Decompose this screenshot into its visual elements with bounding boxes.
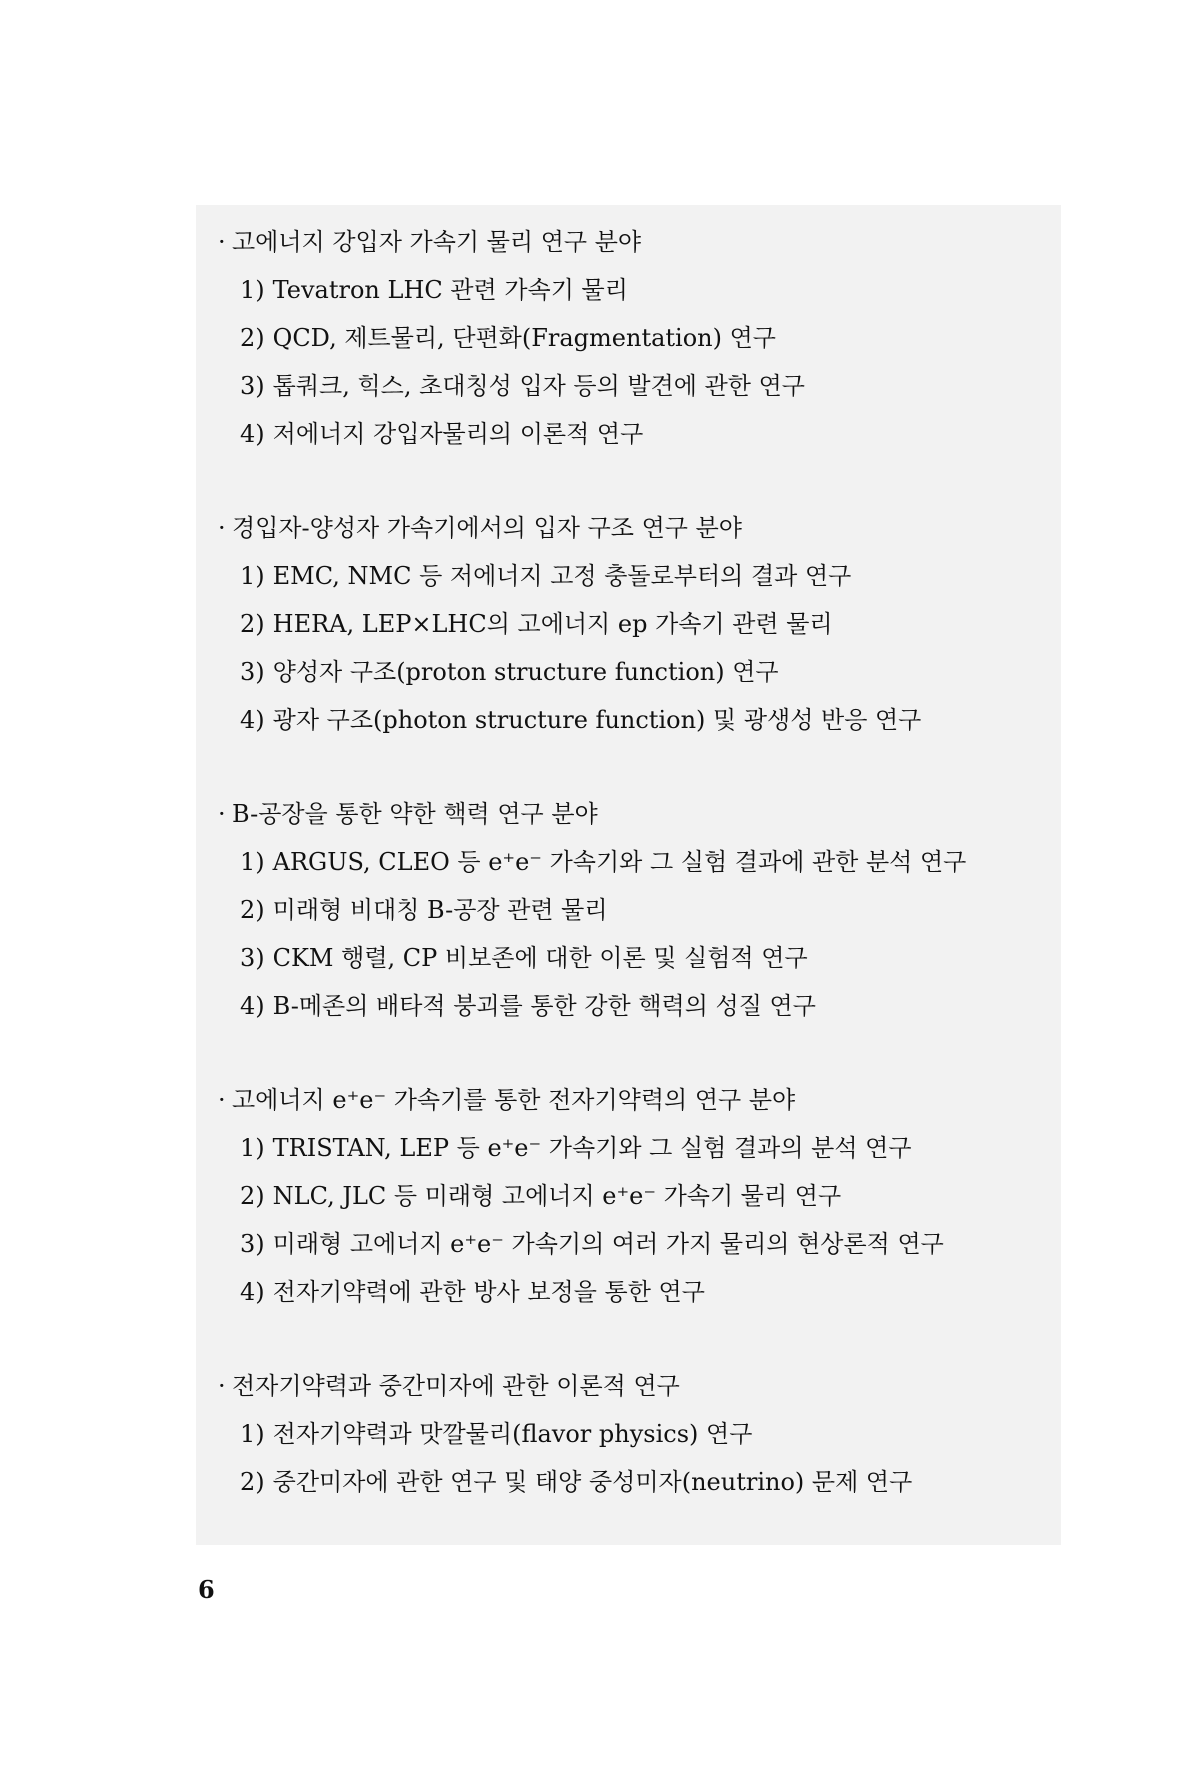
section-heading — [218, 1362, 1078, 1410]
item-text: 전자기약력에 관한 방사 보정을 통한 연구 — [272, 1278, 705, 1306]
item-number: 2) — [240, 896, 265, 924]
item-number: 3) — [240, 944, 265, 972]
item-number: 2) — [240, 324, 265, 352]
item-number: 4) — [240, 420, 265, 448]
list-item — [218, 934, 1078, 982]
item-text: Tevatron LHC 관련 가속기 물리 — [272, 276, 628, 304]
item-text: QCD, 제트물리, 단편화(Fragmentation) 연구 — [272, 324, 776, 352]
item-text: HERA, LEP×LHC의 고에너지 ep 가속기 관련 물리 — [272, 610, 833, 638]
list-item — [218, 982, 1078, 1030]
bullet-mark: · — [218, 514, 226, 542]
list-item — [218, 266, 1078, 314]
item-number: 4) — [240, 992, 265, 1020]
section-ee-collider — [218, 1076, 1078, 1316]
list-item — [218, 696, 1078, 744]
bullet-mark: · — [218, 1086, 226, 1114]
list-item — [218, 886, 1078, 934]
list-item — [218, 362, 1078, 410]
item-text: CKM 행렬, CP 비보존에 대한 이론 및 실험적 연구 — [272, 944, 808, 972]
heading-text: 고에너지 e⁺e⁻ 가속기를 통한 전자기약력의 연구 분야 — [232, 1086, 796, 1114]
item-number: 3) — [240, 658, 265, 686]
item-text: 미래형 비대칭 B-공장 관련 물리 — [272, 896, 608, 924]
item-text: 톱쿼크, 힉스, 초대칭성 입자 등의 발견에 관한 연구 — [272, 372, 805, 400]
item-text: 미래형 고에너지 e⁺e⁻ 가속기의 여러 가지 물리의 현상론적 연구 — [272, 1230, 944, 1258]
item-number: 1) — [240, 276, 265, 304]
list-item — [218, 1220, 1078, 1268]
item-number: 1) — [240, 848, 265, 876]
heading-text: 고에너지 강입자 가속기 물리 연구 분야 — [232, 228, 642, 256]
section-heading — [218, 504, 1078, 552]
item-number: 2) — [240, 1468, 265, 1496]
heading-text: 전자기약력과 중간미자에 관한 이론적 연구 — [232, 1372, 680, 1400]
item-number: 4) — [240, 706, 265, 734]
item-number: 2) — [240, 1182, 265, 1210]
list-item — [218, 838, 1078, 886]
item-text: 양성자 구조(proton structure function) 연구 — [272, 658, 779, 686]
list-item — [218, 410, 1078, 458]
bullet-mark: · — [218, 228, 226, 256]
item-text: 중간미자에 관한 연구 및 태양 중성미자(neutrino) 문제 연구 — [272, 1468, 913, 1496]
list-item — [218, 600, 1078, 648]
item-number: 1) — [240, 1134, 265, 1162]
item-number: 3) — [240, 1230, 265, 1258]
item-text: ARGUS, CLEO 등 e⁺e⁻ 가속기와 그 실험 결과에 관한 분석 연구 — [272, 848, 967, 876]
item-text: 광자 구조(photon structure function) 및 광생성 반응 연구 — [272, 706, 922, 734]
item-number: 1) — [240, 1420, 265, 1448]
list-item — [218, 648, 1078, 696]
item-text: 전자기약력과 맛깔물리(flavor physics) 연구 — [272, 1420, 753, 1448]
list-item — [218, 314, 1078, 362]
list-item — [218, 1268, 1078, 1316]
item-text: 저에너지 강입자물리의 이론적 연구 — [272, 420, 644, 448]
section-hadron-collider — [218, 218, 1078, 458]
list-item — [218, 1172, 1078, 1220]
heading-text: 경입자-양성자 가속기에서의 입자 구조 연구 분야 — [232, 514, 742, 542]
section-heading — [218, 1076, 1078, 1124]
section-b-factory — [218, 790, 1078, 1030]
bullet-mark: · — [218, 800, 226, 828]
item-text: TRISTAN, LEP 등 e⁺e⁻ 가속기와 그 실험 결과의 분석 연구 — [272, 1134, 912, 1162]
item-number: 2) — [240, 610, 265, 638]
item-text: NLC, JLC 등 미래형 고에너지 e⁺e⁻ 가속기 물리 연구 — [272, 1182, 842, 1210]
item-number: 1) — [240, 562, 265, 590]
research-fields-list — [218, 218, 1078, 1552]
list-item — [218, 1124, 1078, 1172]
bullet-mark: · — [218, 1372, 226, 1400]
item-number: 3) — [240, 372, 265, 400]
item-text: B-메존의 배타적 붕괴를 통한 강한 핵력의 성질 연구 — [272, 992, 816, 1020]
heading-text: B-공장을 통한 약한 핵력 연구 분야 — [232, 800, 598, 828]
section-heading — [218, 218, 1078, 266]
section-lepton-proton — [218, 504, 1078, 744]
list-item — [218, 552, 1078, 600]
item-number: 4) — [240, 1278, 265, 1306]
list-item — [218, 1410, 1078, 1458]
item-text: EMC, NMC 등 저에너지 고정 충돌로부터의 결과 연구 — [272, 562, 852, 590]
section-electroweak-theory — [218, 1362, 1078, 1506]
page-number: 6 — [198, 1575, 215, 1604]
list-item — [218, 1458, 1078, 1506]
section-heading — [218, 790, 1078, 838]
